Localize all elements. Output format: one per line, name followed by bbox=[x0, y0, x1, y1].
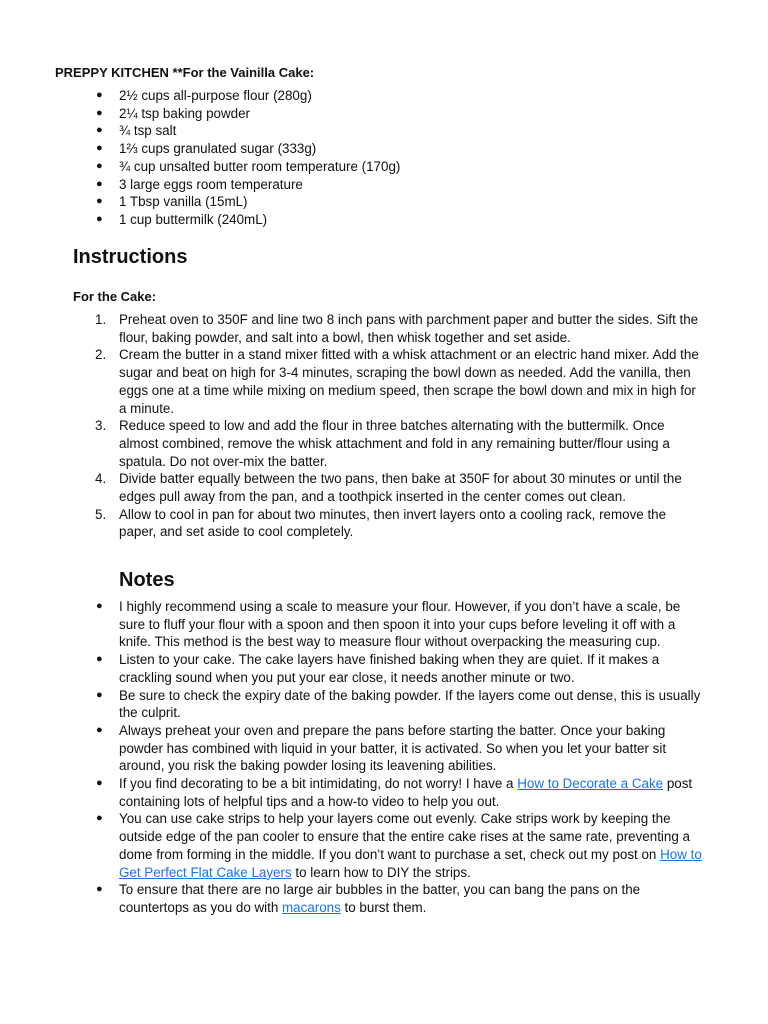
step-number: 3. bbox=[95, 418, 107, 434]
note-text: I highly recommend using a scale to measure your flour. However, if you don’t have a scale, be sure to fluff your flour with a spoon and then spoon it into your cups before leveling it off with a knife. This method is the best way to measure flour without overpacking the measuring cup. bbox=[119, 599, 681, 650]
note-text: Always preheat your oven and prepare the pans before starting the batter. Once your baking powder has combined with liquid in your batter, it is activated. So when you let your batter sit around, you risk the baking powder losing its leavening abilities. bbox=[119, 722, 667, 774]
instruction-step bbox=[95, 470, 705, 505]
note-text: To ensure that there are no large air bubbles in the batter, you can bang the pans on the countertops as you do with bbox=[119, 882, 641, 915]
step-number: 4. bbox=[95, 471, 107, 487]
step-text: Allow to cool in pan for about two minutes, then invert layers onto a cooling rack, remove the paper, and set aside to cool completely. bbox=[119, 506, 667, 540]
bullet-icon: ● bbox=[96, 723, 103, 736]
step-text: Preheat oven to 350F and line two 8 inch pans with parchment paper and butter the sides. Sift the flour, baking powder, and salt into a bowl, then whisk together and set aside. bbox=[119, 312, 699, 345]
note-item bbox=[96, 881, 709, 916]
bullet-icon: ● bbox=[96, 195, 103, 208]
step-number: 2. bbox=[95, 347, 107, 363]
ingredient-item bbox=[96, 211, 719, 229]
step-text: Cream the butter in a stand mixer fitted with a whisk attachment or an electric hand mixer. Add the sugar and beat on high for 3-4 minutes, scraping the bowl down as needed. Add the vanilla, then eggs one at a time while mixing on medium speed, then scrape the bowl down and mix in high for a minute. bbox=[119, 347, 699, 416]
bullet-icon: ● bbox=[96, 124, 103, 137]
ingredient-text: 2½ cups all-purpose flour (280g) bbox=[119, 88, 312, 103]
ingredient-text: 1 cup buttermilk (240mL) bbox=[119, 211, 268, 227]
ingredient-text: 2¼ tsp baking powder bbox=[119, 105, 251, 121]
note-text: Be sure to check the expiry date of the baking powder. If the layers come out dense, this is usually the culprit. bbox=[119, 687, 701, 721]
bullet-icon: ● bbox=[96, 159, 103, 172]
bullet-icon: ● bbox=[96, 89, 103, 101]
ingredient-text: 1 Tbsp vanilla (15mL) bbox=[119, 194, 248, 210]
ingredients-list bbox=[96, 87, 719, 229]
instruction-step bbox=[95, 506, 705, 541]
bullet-icon: ● bbox=[96, 653, 103, 666]
bullet-icon: ● bbox=[96, 212, 103, 225]
ingredient-text: ¾ tsp salt bbox=[119, 123, 177, 139]
ingredient-item bbox=[96, 193, 719, 211]
bullet-icon: ● bbox=[96, 777, 103, 790]
note-item bbox=[96, 687, 709, 722]
instruction-step bbox=[95, 311, 705, 346]
ingredient-text: ¾ cup unsalted butter room temperature (170g) bbox=[119, 158, 401, 174]
bullet-icon: ● bbox=[96, 142, 103, 155]
ingredient-item bbox=[96, 87, 719, 105]
bullet-icon: ● bbox=[96, 883, 103, 896]
note-text: You can use cake strips to help your layers come out evenly. Cake strips work by keeping the outside edge of the pan cooler to ensure that the entire cake rises at the same rate, preventing a dome from forming in the middle. If you don’t want to purchase a set, check out my post on bbox=[119, 811, 690, 862]
bullet-icon: ● bbox=[96, 812, 103, 825]
instructions-heading: Instructions bbox=[73, 246, 188, 268]
ingredient-item bbox=[96, 105, 719, 123]
step-number: 1. bbox=[95, 312, 107, 327]
bullet-icon: ● bbox=[96, 177, 103, 190]
instruction-step bbox=[95, 346, 705, 417]
notes-heading: Notes bbox=[119, 569, 175, 591]
note-text: Listen to your cake. The cake layers have finished baking when they are quiet. If it makes a crackling sound when you put your ear close, it needs another minute or two. bbox=[119, 652, 660, 685]
note-item bbox=[96, 722, 709, 775]
note-item bbox=[96, 651, 709, 686]
note-text: to learn how to DIY the strips. bbox=[291, 864, 471, 880]
ingredient-item bbox=[96, 122, 719, 140]
ingredient-text: 1⅔ cups granulated sugar (333g) bbox=[119, 141, 317, 157]
brand-name: PREPPY KITCHEN ** bbox=[55, 65, 183, 80]
instruction-step bbox=[95, 417, 705, 470]
step-text: Reduce speed to low and add the flour in three batches alternating with the buttermilk. Once almost combined, remove the whisk attachment and fold in any remaining butter/flour using a spatula. Do not over-mix the batter. bbox=[119, 418, 670, 469]
step-text: Divide batter equally between the two pans, then bake at 350F for about 30 minutes or until the edges pull away from the pan, and a toothpick inserted in the center comes out clean. bbox=[119, 471, 682, 505]
note-text: If you find decorating to be a bit intimidating, do not worry! I have a bbox=[119, 776, 518, 792]
bullet-icon: ● bbox=[96, 600, 103, 612]
note-link[interactable]: macarons bbox=[282, 899, 341, 915]
note-text: post containing lots of helpful tips and a how-to video to help you out. bbox=[119, 776, 693, 809]
note-item bbox=[96, 810, 709, 881]
for-the-cake-heading: For the Cake: bbox=[73, 289, 157, 304]
ingredient-item bbox=[96, 176, 719, 194]
step-number: 5. bbox=[95, 506, 107, 522]
ingredient-item bbox=[96, 158, 719, 176]
ingredient-text: 3 large eggs room temperature bbox=[119, 176, 303, 192]
note-item bbox=[96, 775, 709, 810]
instructions-list bbox=[95, 311, 705, 541]
cake-title: For the Vainilla Cake: bbox=[182, 65, 315, 80]
ingredient-item bbox=[96, 140, 719, 158]
note-link[interactable]: How to Get Perfect Flat Cake Layers bbox=[119, 846, 702, 880]
notes-list bbox=[96, 598, 709, 917]
bullet-icon: ● bbox=[96, 106, 103, 119]
recipe-heading bbox=[55, 64, 314, 82]
note-link[interactable]: How to Decorate a Cake bbox=[517, 776, 664, 792]
note-item bbox=[96, 598, 709, 651]
note-text: to burst them. bbox=[340, 899, 427, 915]
bullet-icon: ● bbox=[96, 688, 103, 701]
